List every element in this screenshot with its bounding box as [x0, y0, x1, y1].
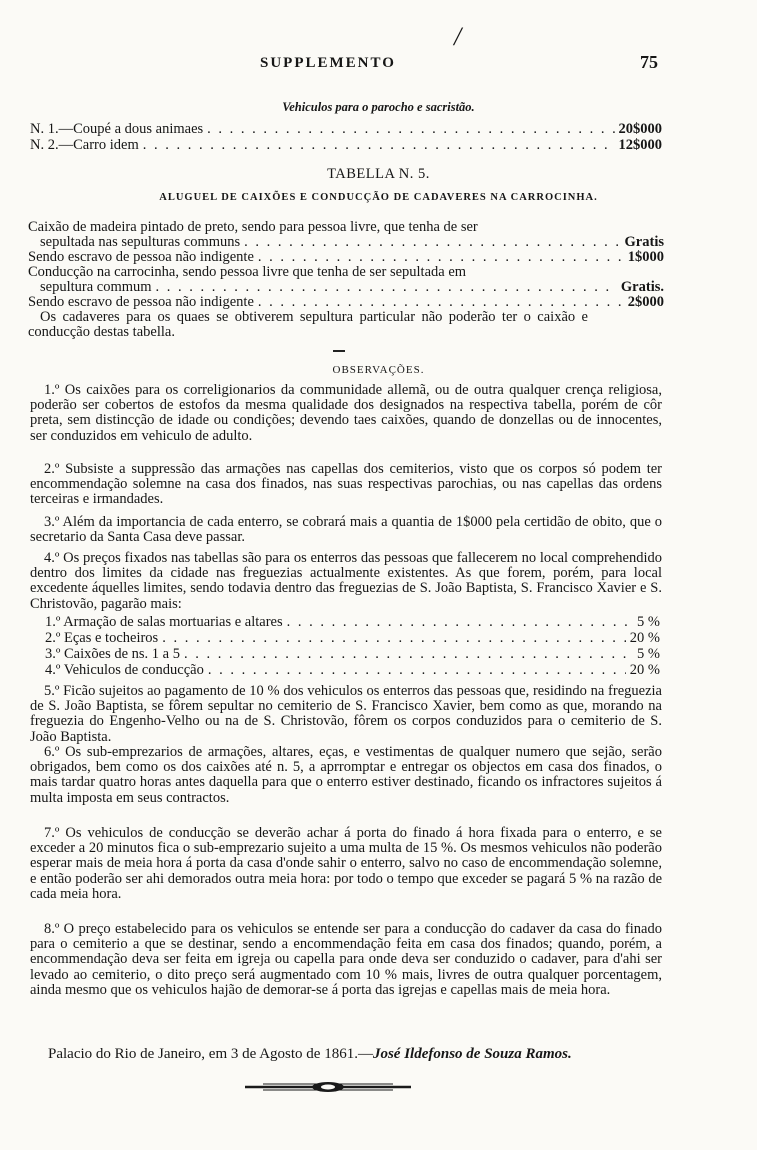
surcharge-value: 20 % — [629, 630, 660, 646]
handwritten-mark: / — [454, 22, 462, 51]
observacoes-heading: OBSERVAÇÕES. — [332, 364, 425, 376]
leader-dots — [184, 647, 633, 662]
tabella-item-3 — [28, 265, 664, 295]
vehicle-row-1 — [30, 122, 662, 137]
item-line-text: sepultura commum — [40, 279, 152, 295]
signature-place-date: Palacio do Rio de Janeiro, em 3 de Agosto de 1861.— — [48, 1046, 373, 1062]
item-value: 1$000 — [627, 249, 664, 265]
leader-dots — [207, 122, 614, 137]
item-line: Conducção na carrocinha, sendo pessoa livre que tenha de ser sepultada em — [28, 264, 467, 280]
observation-4: 4.º Os preços fixados nas tabellas são para os enterros das pessoas que fallecerem no local comprehendido dentro dos limites da cidade nas freguezias actualmente existentes. As que forem, porém, para local excedente áquelles limites, sendo todavia dentro das freguezias de S. João Baptista, S. Francisco Xavier e S. Christovão, pagarão mais: — [30, 550, 662, 612]
surcharge-row-1 — [45, 615, 660, 630]
surcharge-label: 3.º Caixões de ns. 1 a 5 — [45, 646, 180, 662]
observation-8: 8.º O preço estabelecido para os vehiculos se entende ser para a conducção do cadaver da casa do finado para o cemiterio a que se destinar, sendo a encommendação feita em casa dos finados; quando, porém, a encommendação deva ser feita em igreja ou capella para onde deva ser conduzido o cadaver, para d'ahi ser levado ao cemiterio, o dito preço será augmentado com 10 % mais, livres de outra qualquer porcentagem, ainda mesmo que os vehiculos hajão de demorar-se á porta das igrejas e capellas mais de meia hora. — [30, 921, 662, 998]
item-line — [28, 235, 664, 250]
item-value: 2$000 — [627, 294, 664, 310]
tabella-item-1 — [28, 220, 664, 250]
surcharge-label: 2.º Eças e tocheiros — [45, 630, 159, 646]
tabella-item-4 — [28, 295, 664, 310]
leader-dots — [156, 280, 617, 295]
surcharge-value: 20 % — [629, 662, 660, 678]
item-line — [28, 250, 664, 265]
tabella-title: TABELLA N. 5. — [327, 166, 430, 182]
vehicle-row-2 — [30, 138, 662, 153]
signature-name: José Ildefonso de Souza Ramos. — [372, 1046, 572, 1062]
leader-dots — [287, 615, 633, 630]
leader-dots — [208, 663, 626, 678]
leader-dots — [162, 631, 626, 646]
leader-dots — [258, 250, 624, 265]
page-number: 75 — [640, 52, 658, 72]
item-line — [28, 280, 664, 295]
tabella-subtitle: ALUGUEL DE CAIXÕES E CONDUCÇÃO DE CADAVERES NA CARROCINHA. — [159, 192, 598, 203]
running-header-title: SUPPLEMENTO — [260, 55, 396, 71]
observation-2: 2.º Subsiste a suppressão das armações nas capellas dos cemiterios, visto que os corpos só podem ter encommendação solemne na casa dos finados, nas suas respectivas parochias, ou nas capellas das ordens terceiras e irmandades. — [30, 461, 662, 508]
item-line-text: sepultada nas sepulturas communs — [40, 234, 241, 250]
surcharge-row-2 — [45, 631, 660, 646]
leader-dots — [244, 235, 620, 250]
tabella-closing-note: Os cadaveres para os quaes se obtiverem sepultura particular não poderão ter o caixão e conducção destas tabella. — [28, 309, 588, 340]
ornamental-rule — [243, 1080, 413, 1094]
leader-dots — [143, 138, 615, 153]
surcharge-value: 5 % — [637, 646, 660, 662]
item-value: Gratis. — [620, 279, 664, 295]
tabella-item-2 — [28, 250, 664, 265]
observation-5: 5.º Ficão sujeitos ao pagamento de 10 % dos vehiculos os enterros das pessoas que, residindo na freguezia de S. João Baptista, se fôrem sepultar no cemiterio de S. Francisco Xavier, bem como as que, morando na freguezia do Engenho-Velho ou na de S. Christovão, fôrem os corpos conduzidos para o cemiterio de S. João Baptista. — [30, 683, 662, 745]
surcharge-value: 5 % — [637, 614, 660, 630]
observation-6: 6.º Os sub-emprezarios de armações, altares, eças, e vestimentas de qualquer numero que sejão, serão obrigados, bem como os dos caixões até n. 5, a aprromptar e entregar os objectos em casa dos finados, o mais tardar quatro horas antes daquella para que o enterro estiver destinado, ficando os infractores sujeitos á multa imposta em seus contractos. — [30, 744, 662, 806]
leader-dots — [258, 295, 624, 310]
item-line — [28, 295, 664, 310]
surcharge-label: 1.º Armação de salas mortuarias e altares — [45, 614, 283, 630]
item-line: Caixão de madeira pintado de preto, sendo para pessoa livre, que tenha de ser — [28, 219, 478, 235]
surcharge-row-3 — [45, 647, 660, 662]
section-divider — [333, 350, 345, 352]
vehicle-row-label: N. 1.—Coupé a dous animaes — [30, 121, 204, 137]
observation-7: 7.º Os vehiculos de conducção se deverão achar á porta do finado á hora fixada para o enterro, e se exceder a 20 minutos fica o sub-emprezario sujeito a uma multa de 15 %. Os mesmos vehiculos não poderão esperar mais de meia hora á porta da casa d'onde sahir o enterro, salvo no caso de encommendação solemne, e então poderão ser ahi demorados outra meia hora: por todo o tempo que exceder se pagará 5 % na razão de cada meia hora. — [30, 825, 662, 902]
vehicles-heading: Vehiculos para o parocho e sacristão. — [282, 100, 475, 114]
surcharge-row-4 — [45, 663, 660, 678]
vehicle-row-label: N. 2.—Carro idem — [30, 137, 139, 153]
observation-1: 1.º Os caixões para os correligionarios da communidade allemã, ou de outra qualquer crença religiosa, poderão ser cobertos de estofos da mesma qualidade dos designados na respectiva tabella, porém de côr preta, sem distincção de idade ou condições; devendo taes caixões, quando de donzellas ou de innocentes, ser conduzidos em vehiculo de adulto. — [30, 382, 662, 444]
item-value: Gratis — [624, 234, 664, 250]
vehicle-row-value: 12$000 — [618, 137, 662, 153]
item-line-text: Sendo escravo de pessoa não indigente — [28, 249, 254, 265]
signature-line — [48, 1046, 668, 1063]
observation-3: 3.º Além da importancia de cada enterro, se cobrará mais a quantia de 1$000 pela certidão de obito, que o secretario da Santa Casa deve passar. — [30, 514, 662, 546]
vehicle-row-value: 20$000 — [618, 121, 662, 137]
item-line-text: Sendo escravo de pessoa não indigente — [28, 294, 254, 310]
surcharge-label: 4.º Vehiculos de conducção — [45, 662, 204, 678]
